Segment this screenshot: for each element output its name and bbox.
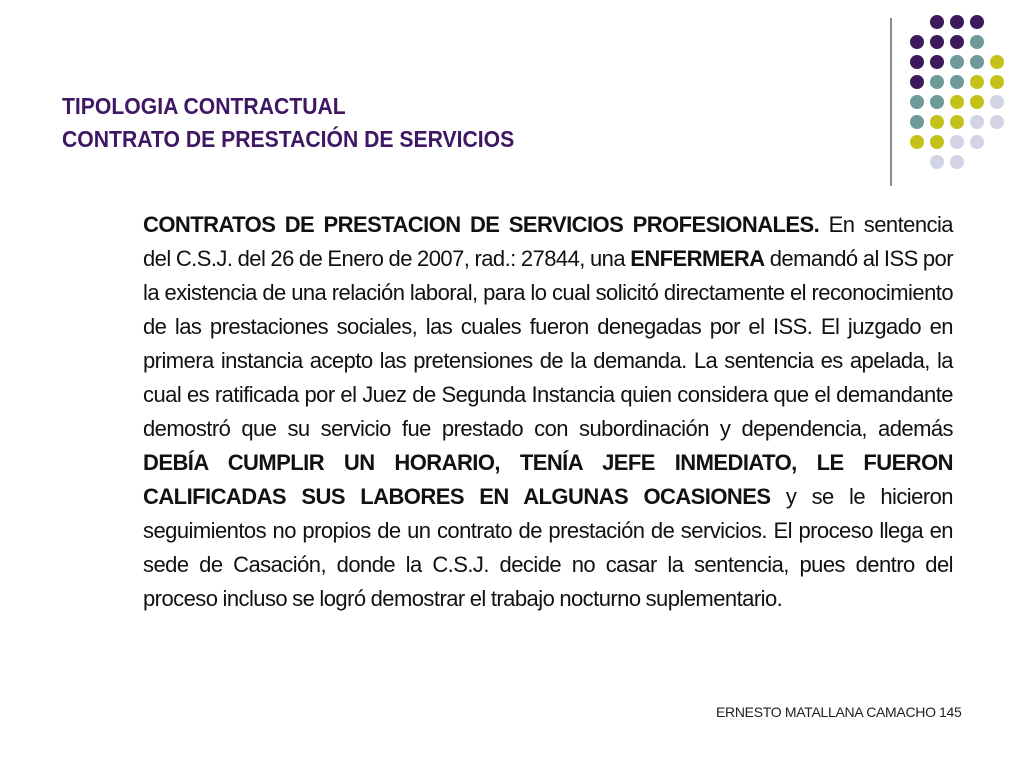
decorative-dot xyxy=(910,35,924,49)
decorative-dot xyxy=(910,115,924,129)
decorative-dot xyxy=(990,95,1004,109)
decorative-dot xyxy=(970,135,984,149)
decorative-dot-grid xyxy=(0,0,1024,200)
decorative-dot xyxy=(950,135,964,149)
decorative-dot xyxy=(970,115,984,129)
body-bold-conditions: DEBÍA CUMPLIR UN HORARIO, TENÍA JEFE INMEDIATO, LE FUERON CALIFICADAS SUS LABORES EN ALGUNAS OCASIONES xyxy=(143,450,953,509)
body-bold-enfermera: ENFERMERA xyxy=(630,246,765,271)
decorative-dot xyxy=(950,155,964,169)
title-line-1: TIPOLOGIA CONTRACTUAL xyxy=(62,93,346,119)
decorative-dot xyxy=(910,55,924,69)
body-text-part-2: demandó al ISS por la existencia de una relación laboral, para lo cual solicitó directamente el reconocimiento de las prestaciones sociales, las cuales fueron denegadas por el ISS. El juzgado en primera instancia acepto las pretensiones de la demanda. La sentencia es apelada, la cual es ratificada por el Juez de Segunda Instancia quien considera que el demandante demostró que su servicio fue prestado con subordinación y dependencia, además xyxy=(143,246,954,441)
decorative-dot xyxy=(970,15,984,29)
decorative-dot xyxy=(930,55,944,69)
decorative-dot xyxy=(950,15,964,29)
decorative-dot xyxy=(930,155,944,169)
decorative-dot xyxy=(990,115,1004,129)
body-text-part-1: En sentencia del C.S.J. del 26 de Enero de 2007, rad.: 27844, una xyxy=(143,212,953,271)
decorative-dot xyxy=(950,75,964,89)
decorative-dot xyxy=(930,15,944,29)
decorative-dot xyxy=(930,95,944,109)
decorative-dot xyxy=(910,135,924,149)
decorative-dot xyxy=(930,35,944,49)
decorative-dot xyxy=(950,115,964,129)
decorative-dot xyxy=(970,35,984,49)
footer-author: ERNESTO MATALLANA CAMACHO xyxy=(716,704,936,720)
decorative-dot xyxy=(930,115,944,129)
body-heading: CONTRATOS DE PRESTACION DE SERVICIOS PROFESIONALES. xyxy=(143,212,820,237)
decorative-dot xyxy=(950,55,964,69)
decorative-dot xyxy=(950,95,964,109)
decorative-dot xyxy=(930,75,944,89)
title-line-2: CONTRATO DE PRESTACIÓN DE SERVICIOS xyxy=(62,126,515,152)
body-text-part-3: y se le hicieron seguimientos no propios de un contrato de prestación de servicios. El proceso llega en sede de Casación, donde la C.S.J. decide no casar la sentencia, pues dentro del proceso incluso se logró demostrar el trabajo nocturno suplementario. xyxy=(143,484,953,611)
decorative-dot xyxy=(930,135,944,149)
decorative-dot xyxy=(910,95,924,109)
decorative-dot xyxy=(970,95,984,109)
decorative-dot xyxy=(950,35,964,49)
decorative-dot xyxy=(970,55,984,69)
decorative-dot xyxy=(970,75,984,89)
decorative-dot xyxy=(990,75,1004,89)
page-number: 145 xyxy=(939,704,962,720)
decorative-dot xyxy=(990,55,1004,69)
footer xyxy=(716,704,962,720)
body-paragraph xyxy=(143,208,953,616)
decorative-dot xyxy=(910,75,924,89)
